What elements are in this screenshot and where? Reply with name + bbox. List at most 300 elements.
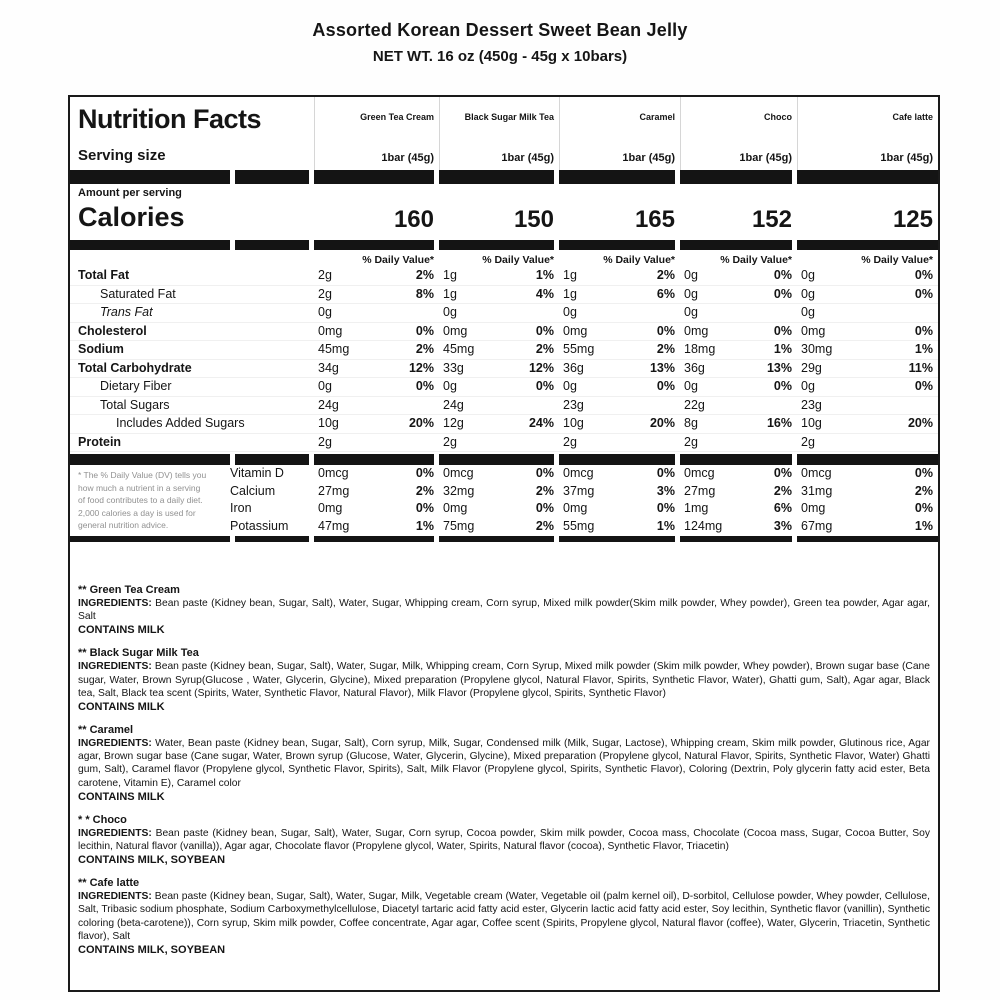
nutrient-amount: 75mg [443,518,475,533]
footnote-line: how much a nutrient in a serving [78,482,201,493]
nutrient-dv: 0% [773,466,792,480]
nutrient-name: Trans Fat [100,305,153,319]
nutrient-dv: 3% [773,518,792,533]
ingredient-text: INGREDIENTS: Bean paste (Kidney bean, Sugar, Salt), Water, Sugar, Milk, Whipping cream, Corn Syrup, Mixed milk powder (Skim milk powder, Whey powder), Brown sugar base (Cane sugar, Water, Brown Syrup(Glucose , Water, Glycerin, Glycine), Mixed preparation (Propylene glycol, Natural Flavor, Spirits, Synthetic Flavor, Water), Ghatti gum, Salt), Agar agar, Black tea, Salt, Black tea scent (Spirits, Water, Synthetic Flavor, Natural Flavor), Milk Flavor (Propylene glycol, Spirits, Synthetic Flavor) [78,661,930,699]
nutrient-amount: 2g [801,434,815,449]
serving-size-value: 1bar (45g) [559,143,680,170]
divider-bar-segment [680,170,792,184]
divider-bar-segment [70,454,230,465]
footnote-line: of food contributes to a daily diet. [78,495,203,506]
serving-size-value: 1bar (45g) [439,143,559,170]
nutrient-amount: 1mg [684,501,709,515]
nutrient-cell [680,323,797,341]
divider-bar [70,170,938,184]
nutrient-amount: 29g [801,360,822,375]
amount-per-serving-label: Amount per serving [78,187,182,199]
divider-bar-segment [70,170,230,184]
ingredients-label: INGREDIENTS: [78,598,156,609]
nutrient-cell [314,434,439,452]
divider-bar-segment [235,240,309,250]
ingredient-flavor-heading: ** Caramel [78,724,134,737]
nutrient-dv: 0% [415,379,434,393]
nutrient-cell [559,397,680,415]
nutrient-dv: 20% [408,416,434,430]
nutrient-cell [439,434,559,452]
divider-bar-segment [797,454,938,465]
nutrient-amount: 12g [443,416,464,430]
nutrient-cell [797,518,938,536]
nutrient-cell [314,397,439,415]
nutrient-dv: 0% [415,466,434,480]
nutrient-amount: 0g [563,305,577,319]
vitamins-section [70,465,938,535]
divider-bar-segment [314,536,434,542]
serving-size-row [70,143,938,170]
nutrient-dv: 2% [535,483,554,498]
nutrient-cell [314,378,439,396]
nutrient-amount: 67mg [801,518,833,533]
daily-value-header: % Daily Value* [861,254,933,266]
nutrient-dv: 1% [415,518,434,533]
nutrient-amount: 32mg [443,483,475,498]
nutrient-row [70,434,938,453]
calories-value: 152 [751,206,792,233]
nutrient-cell [680,397,797,415]
nutrient-amount: 10g [318,416,339,430]
nutrient-dv: 0% [773,379,792,393]
ingredient-text: INGREDIENTS: Bean paste (Kidney bean, Sugar, Salt), Water, Sugar, Milk, Vegetable cream (Water, Vegetable oil (palm kernel oil), D-sorbitol, Cellulose powder, Whey powder, Cellulose, Salt, Tribasic sodium phosphate, Sodium Carboxymethylcellulose, Diacetyl tartaric acid fatty acid ester, Glycerin lactic acid fatty acid ester, Soy lecithin, Synthetic flavor (vanillin), Synthetic coloring (beta-carotene)), Corn syrup, Skim milk powder, Coffee concentrate, Agar agar, Coffee scent (Spirits, Propylene glycol, Natural flavor (coffee), Water, Glycerin, Triacetin, Synthetic flavor), Salt [78,891,930,942]
nutrition-facts-panel [68,95,940,992]
nutrient-dv: 13% [766,360,792,375]
ingredient-section [78,814,930,867]
nutrient-amount: 18mg [684,342,716,356]
ingredient-text: INGREDIENTS: Water, Bean paste (Kidney bean, Sugar, Salt), Corn syrup, Milk, Sugar, Condensed milk (Milk, Sugar, Lactose), Whipping cream, Skim milk powder, Glutinous rice, Agar agar, Brown sugar base (Cane sugar, Water, Brown syrup (Glucose, Water, Glycerin, Glycine), Mixed preparation (Propylene glycol, Natural Flavor, Spirits, Synthetic Flavor, Water) Ghatti gum, Salt), Caramel flavor (Propylene glycol, Synthetic Flavor, Spirits), Salt, Milk Flavor (Propylene glycol, Spirits, Synthetic Flavor), Coloring (Dextrin, Poly glycerin fatty acid ester, Beta carotene, Vitamin E), Caramel color [78,738,930,789]
nutrient-dv: 16% [766,416,792,430]
nutrient-name: Cholesterol [78,323,147,338]
nutrient-cell [680,500,797,518]
nutrient-amount: 0g [684,379,698,393]
calories-value: 125 [892,206,933,233]
nutrient-cell [439,483,559,501]
flavor-column-header: Caramel [559,97,680,143]
ingredient-flavor-heading: ** Green Tea Cream [78,584,180,596]
nutrient-name: Total Sugars [100,397,170,412]
divider-bar [70,535,938,542]
nutrient-amount: 27mg [318,483,350,498]
nutrient-dv: 13% [649,360,675,375]
divider-bar-segment [797,536,938,542]
nutrient-amount: 22g [684,397,705,412]
ingredients-list [70,542,938,957]
vitamin-name: Vitamin D [230,466,284,480]
nutrient-row [70,378,938,397]
nutrient-amount: 0g [684,268,698,282]
nutrient-amount: 47mg [318,518,350,533]
nutrient-cell [559,360,680,378]
nutrient-amount: 55mg [563,518,595,533]
nutrient-amount: 55mg [563,342,595,356]
divider-bar-segment [235,454,309,465]
nutrient-dv: 1% [914,518,933,533]
nutrient-amount: 27mg [684,483,716,498]
nutrient-cell [314,518,439,536]
divider-bar-segment [680,454,792,465]
nutrient-dv: 0% [914,286,933,301]
nutrient-amount: 0mg [318,323,343,338]
nutrient-dv: 0% [914,466,933,480]
nutrient-cell [314,500,439,518]
nutrient-cell [680,267,797,285]
nutrient-cell [797,434,938,452]
nutrient-dv: 11% [908,360,933,375]
divider-bar-segment [314,240,434,250]
contains-statement: CONTAINS MILK [78,790,165,803]
nutrient-cell [797,483,938,501]
nutrient-amount: 10g [801,416,822,430]
contains-statement: CONTAINS MILK, SOYBEAN [78,944,226,957]
nutrient-dv: 24% [528,416,554,430]
nutrient-amount: 30mg [801,342,833,356]
divider-bar-segment [314,454,434,465]
nutrient-cell [439,286,559,304]
ingredient-text: INGREDIENTS: Bean paste (Kidney bean, Sugar, Salt), Water, Sugar, Corn syrup, Cocoa powder, Skim milk powder, Cocoa mass, Chocolate (Cocoa mass, Sugar, Cocoa Butter, Soy lecithin, Natural flavor (vanilla)), Agar agar, Chocolate flavor (Propylene glycol, Water, Spirits, Natural flavor (cocoa), Synthetic Flavor, Triacetin) [78,827,930,853]
divider-bar-segment [439,454,554,465]
nutrient-cell [559,415,680,433]
nutrient-dv: 0% [535,466,554,480]
nutrient-dv: 2% [415,268,434,282]
net-weight: NET WT. 16 oz (450g - 45g x 10bars) [372,48,628,65]
divider-bar-segment [439,170,554,184]
nutrient-cell [797,286,938,304]
nutrient-cell [439,341,559,359]
nutrient-amount: 0g [684,286,698,301]
nutrient-dv: 0% [415,501,434,515]
footnote-line: * The % Daily Value (DV) tells you [78,470,207,480]
panel-title: Nutrition Facts [78,104,262,134]
ingredient-flavor-heading: ** Cafe latte [78,877,140,890]
nutrient-amount: 0g [801,379,815,393]
nutrient-dv: 1% [656,518,675,533]
calories-value: 150 [513,206,554,233]
nutrient-cell [797,341,938,359]
nutrient-amount: 0mg [443,501,468,515]
nutrient-amount: 0mcg [318,466,349,480]
nutrient-amount: 2g [563,434,577,449]
panel-header-row [70,97,938,143]
nutrient-cell [314,323,439,341]
nutrient-dv: 1% [535,268,554,282]
nutrient-cell [680,434,797,452]
nutrient-amount: 45mg [318,342,350,356]
nutrient-cell [680,518,797,536]
daily-value-spacer [70,250,314,267]
nutrient-dv: 1% [773,342,792,356]
nutrient-amount: 31mg [801,483,833,498]
nutrient-amount: 24g [443,397,464,412]
ingredient-section [78,584,930,637]
nutrient-dv: 2% [535,342,554,356]
nutrient-amount: 0mcg [684,466,715,480]
nutrient-amount: 0g [563,379,577,393]
nutrient-row [70,360,938,379]
calories-label: Calories [78,202,185,232]
nutrient-cell [797,465,938,483]
nutrient-amount: 10g [563,416,584,430]
flavor-column-header: Black Sugar Milk Tea [439,97,559,143]
nutrient-cell [559,434,680,452]
nutrient-cell [680,360,797,378]
nutrient-cell [439,304,559,322]
nutrient-cell [680,286,797,304]
nutrient-amount: 0mcg [443,466,474,480]
nutrient-amount: 0mcg [563,466,594,480]
nutrient-amount: 0mg [801,501,826,515]
divider-bar-segment [797,170,938,184]
ingredient-section [78,647,930,714]
divider-bar-segment [559,454,675,465]
nutrient-cell [797,304,938,322]
nutrient-cell [439,378,559,396]
nutrient-dv: 0% [914,323,933,338]
contains-statement: CONTAINS MILK [78,624,165,637]
nutrient-cell [559,323,680,341]
nutrient-dv: 2% [914,483,933,498]
nutrient-amount: 0mg [318,501,343,515]
nutrient-amount: 1g [443,268,457,282]
nutrient-amount: 34g [318,360,339,375]
nutrient-dv: 3% [656,483,675,498]
nutrient-cell [439,500,559,518]
ingredients-label: INGREDIENTS: [78,827,156,839]
daily-value-footnote [78,469,236,532]
nutrient-cell [797,323,938,341]
nutrient-cell [439,397,559,415]
nutrient-dv: 0% [656,379,675,393]
nutrient-amount: 0mg [443,323,468,338]
nutrient-cell [797,378,938,396]
nutrient-cell [559,500,680,518]
nutrient-cell [680,304,797,322]
divider-bar-segment [439,240,554,250]
nutrient-dv: 6% [656,286,675,301]
vitamin-name: Potassium [230,518,289,533]
nutrient-dv: 2% [415,483,434,498]
serving-size-value: 1bar (45g) [797,143,938,170]
flavor-column-header: Cafe latte [797,97,938,143]
divider-bar-segment [559,170,675,184]
vitamin-name: Calcium [230,483,276,498]
ingredients-label: INGREDIENTS: [78,738,156,750]
product-title: Assorted Korean Dessert Sweet Bean Jelly [312,20,688,40]
nutrient-cell [314,304,439,322]
nutrient-amount: 2g [318,286,332,301]
nutrient-cell [797,267,938,285]
nutrient-dv: 12% [528,360,554,375]
nutrient-dv: 2% [656,342,675,356]
nutrient-row [70,341,938,360]
divider-bar-segment [439,536,554,542]
vitamin-name: Iron [230,501,252,515]
divider-bar-segment [680,536,792,542]
nutrient-row [70,323,938,342]
nutrient-amount: 0mg [684,323,709,338]
nutrient-name: Saturated Fat [100,286,176,301]
nutrient-dv: 0% [535,379,554,393]
nutrient-amount: 0mcg [801,466,832,480]
nutrient-cell [314,465,439,483]
footnote-line: 2,000 calories a day is used for [78,507,196,518]
flavor-column-header: Choco [680,97,797,143]
nutrient-cell [559,518,680,536]
nutrient-amount: 0mg [801,323,826,338]
nutrient-amount: 0g [801,268,815,282]
nutrient-cell [314,360,439,378]
divider-bar-segment [680,240,792,250]
nutrient-name: Includes Added Sugars [116,416,245,430]
divider-bar-segment [235,536,309,542]
ingredients-label: INGREDIENTS: [78,891,155,903]
nutrient-amount: 0mg [563,501,588,515]
serving-size-value: 1bar (45g) [314,143,439,170]
ingredient-section [78,724,930,804]
daily-value-header: % Daily Value* [720,254,792,266]
nutrient-dv: 6% [773,501,792,515]
ingredient-flavor-heading: * * Choco [78,813,127,826]
nutrient-amount: 45mg [443,342,475,356]
nutrient-amount: 36g [684,360,705,375]
nutrient-amount: 33g [443,360,464,375]
nutrient-cell [797,360,938,378]
nutrient-amount: 36g [563,360,584,375]
nutrient-cell [797,397,938,415]
daily-value-header-row [70,250,938,267]
nutrient-cell [797,415,938,433]
divider-bar [70,237,938,250]
daily-value-header: % Daily Value* [603,254,675,266]
serving-size-value: 1bar (45g) [680,143,797,170]
nutrient-cell [314,415,439,433]
nutrient-amount: 0g [443,379,457,393]
nutrient-cell [680,341,797,359]
calories-row [70,200,938,237]
nutrient-cell [680,415,797,433]
nutrient-amount: 1g [563,286,577,301]
nutrient-amount: 2g [443,434,457,449]
ingredient-flavor-heading: ** Black Sugar Milk Tea [78,647,199,660]
flavor-column-header: Green Tea Cream [314,97,439,143]
calories-value: 165 [634,206,675,233]
nutrient-dv: 0% [914,379,933,393]
nutrient-row [70,267,938,286]
nutrient-dv: 0% [535,501,554,515]
nutrient-amount: 24g [318,397,339,412]
nutrient-cell [439,323,559,341]
daily-value-header: % Daily Value* [482,254,554,266]
nutrient-cell [559,286,680,304]
nutrient-cell [439,465,559,483]
nutrient-table [70,267,938,452]
ingredient-section [78,877,930,957]
nutrient-name: Sodium [78,342,124,356]
nutrient-amount: 2g [318,268,332,282]
calories-value: 160 [393,206,434,233]
nutrient-dv: 2% [773,483,792,498]
nutrient-cell [680,483,797,501]
nutrient-cell [439,360,559,378]
nutrient-cell [559,304,680,322]
nutrient-dv: 20% [649,416,675,430]
contains-statement: CONTAINS MILK, SOYBEAN [78,854,226,867]
panel-title-cell [70,97,314,143]
nutrient-row [70,415,938,434]
nutrient-dv: 0% [773,286,792,301]
nutrient-cell [439,267,559,285]
nutrient-cell [559,341,680,359]
nutrient-name: Total Fat [78,268,130,282]
nutrient-cell [559,465,680,483]
serving-size-label: Serving size [78,147,166,164]
nutrient-dv: 0% [773,323,792,338]
nutrient-dv: 0% [415,323,434,338]
nutrient-cell [559,483,680,501]
nutrient-dv: 2% [535,518,554,533]
nutrient-name: Dietary Fiber [100,379,172,393]
nutrient-amount: 1g [443,286,457,301]
nutrient-dv: 0% [656,323,675,338]
nutrient-cell [439,415,559,433]
divider-bar [70,452,938,465]
divider-bar-segment [559,536,675,542]
nutrient-amount: 0g [801,286,815,301]
nutrient-cell [314,341,439,359]
nutrient-cell [680,465,797,483]
nutrient-dv: 0% [656,466,675,480]
nutrient-cell [559,378,680,396]
nutrient-dv: 2% [656,268,675,282]
nutrient-dv: 0% [914,501,933,515]
nutrient-dv: 0% [535,323,554,338]
nutrient-amount: 23g [801,397,822,412]
nutrient-cell [439,518,559,536]
nutrient-row [70,304,938,323]
nutrient-amount: 37mg [563,483,595,498]
nutrient-amount: 0g [318,379,332,393]
nutrient-amount: 2g [684,434,698,449]
nutrient-dv: 0% [773,268,792,282]
nutrient-cell [314,267,439,285]
nutrient-amount: 0g [318,305,332,319]
nutrient-dv: 8% [415,286,434,301]
ingredient-text: INGREDIENTS: Bean paste (Kidney bean, Sugar, Salt), Water, Sugar, Whipping cream, Corn syrup, Mixed milk powder(Skim milk powder, Whey powder), Green tea powder, Agar agar, Salt [78,598,930,623]
nutrient-cell [314,483,439,501]
nutrient-dv: 1% [914,342,933,356]
nutrient-amount: 0mg [563,323,588,338]
nutrient-cell [559,267,680,285]
nutrient-name: Total Carbohydrate [78,360,192,375]
contains-statement: CONTAINS MILK [78,701,165,714]
nutrient-dv: 0% [914,268,933,282]
nutrient-row [70,286,938,305]
divider-bar-segment [559,240,675,250]
footnote-line: general nutrition advice. [78,520,169,531]
nutrient-name: Protein [78,434,122,449]
nutrient-dv: 0% [656,501,675,515]
ingredients-label: INGREDIENTS: [78,661,155,673]
divider-bar-segment [797,240,938,250]
nutrient-amount: 1g [563,268,577,282]
nutrient-amount: 0g [684,305,698,319]
nutrient-cell [680,378,797,396]
